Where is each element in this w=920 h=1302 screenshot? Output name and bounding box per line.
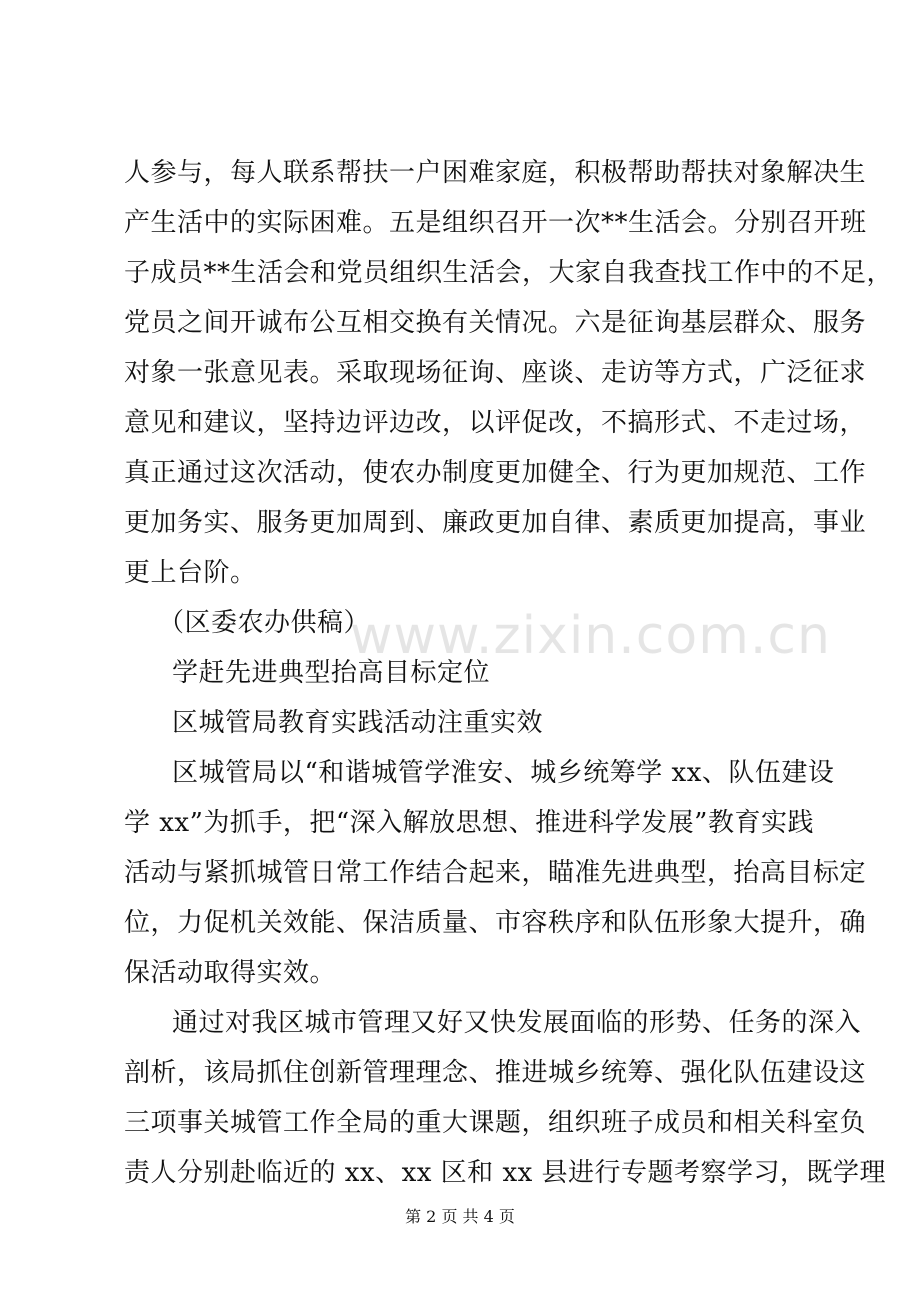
body-line: 意见和建议，坚持边评边改，以评促改，不搞形式、不走过场，: [124, 408, 867, 438]
body-line: 党员之间开诚布公互相交换有关情况。六是征询基层群众、服务: [124, 308, 867, 338]
page-number-footer: 第 2 页 共 4 页: [405, 1207, 515, 1226]
body-line: 责人分别赴临近的 xx、xx 区和 xx 县进行专题考察学习，既学理: [124, 1158, 887, 1188]
body-line: 学 xx”为抓手，把“深入解放思想、推进科学发展”教育实践: [124, 808, 814, 838]
watermark: www.zixin.com.cn: [350, 606, 831, 666]
article-subtitle: 区城管局教育实践活动注重实效: [172, 708, 544, 738]
body-line: 人参与，每人联系帮扶一户困难家庭，积极帮助帮扶对象解决生: [124, 158, 867, 188]
body-line: 保活动取得实效。: [124, 958, 337, 988]
body-line: 更加务实、服务更加周到、廉政更加自律、素质更加提高，事业: [124, 508, 867, 538]
article-title: 学赶先进典型抬高目标定位: [172, 658, 491, 688]
body-line: 位，力促机关效能、保洁质量、市容秩序和队伍形象大提升，确: [124, 908, 867, 938]
body-line: 三项事关城管工作全局的重大课题，组织班子成员和相关科室负: [124, 1108, 867, 1138]
body-line: 产生活中的实际困难。五是组织召开一次**生活会。分别召开班: [124, 208, 867, 238]
body-line: 活动与紧抓城管日常工作结合起来，瞄准先进典型，抬高目标定: [124, 858, 867, 888]
body-line: 子成员**生活会和党员组织生活会，大家自我查找工作中的不足，: [124, 258, 894, 288]
body-line: 对象一张意见表。采取现场征询、座谈、走访等方式，广泛征求: [124, 358, 867, 388]
body-line: 区城管局以“和谐城管学淮安、城乡统筹学 xx、队伍建设: [172, 758, 835, 788]
body-line: 真正通过这次活动，使农办制度更加健全、行为更加规范、工作: [124, 458, 867, 488]
body-line: 剖析，该局抓住创新管理理念、推进城乡统筹、强化队伍建设这: [124, 1058, 867, 1088]
body-line: 更上台阶。: [124, 558, 257, 588]
body-line: 通过对我区城市管理又好又快发展面临的形势、任务的深入: [172, 1008, 862, 1038]
source-credit: （区委农办供稿）: [158, 608, 371, 638]
